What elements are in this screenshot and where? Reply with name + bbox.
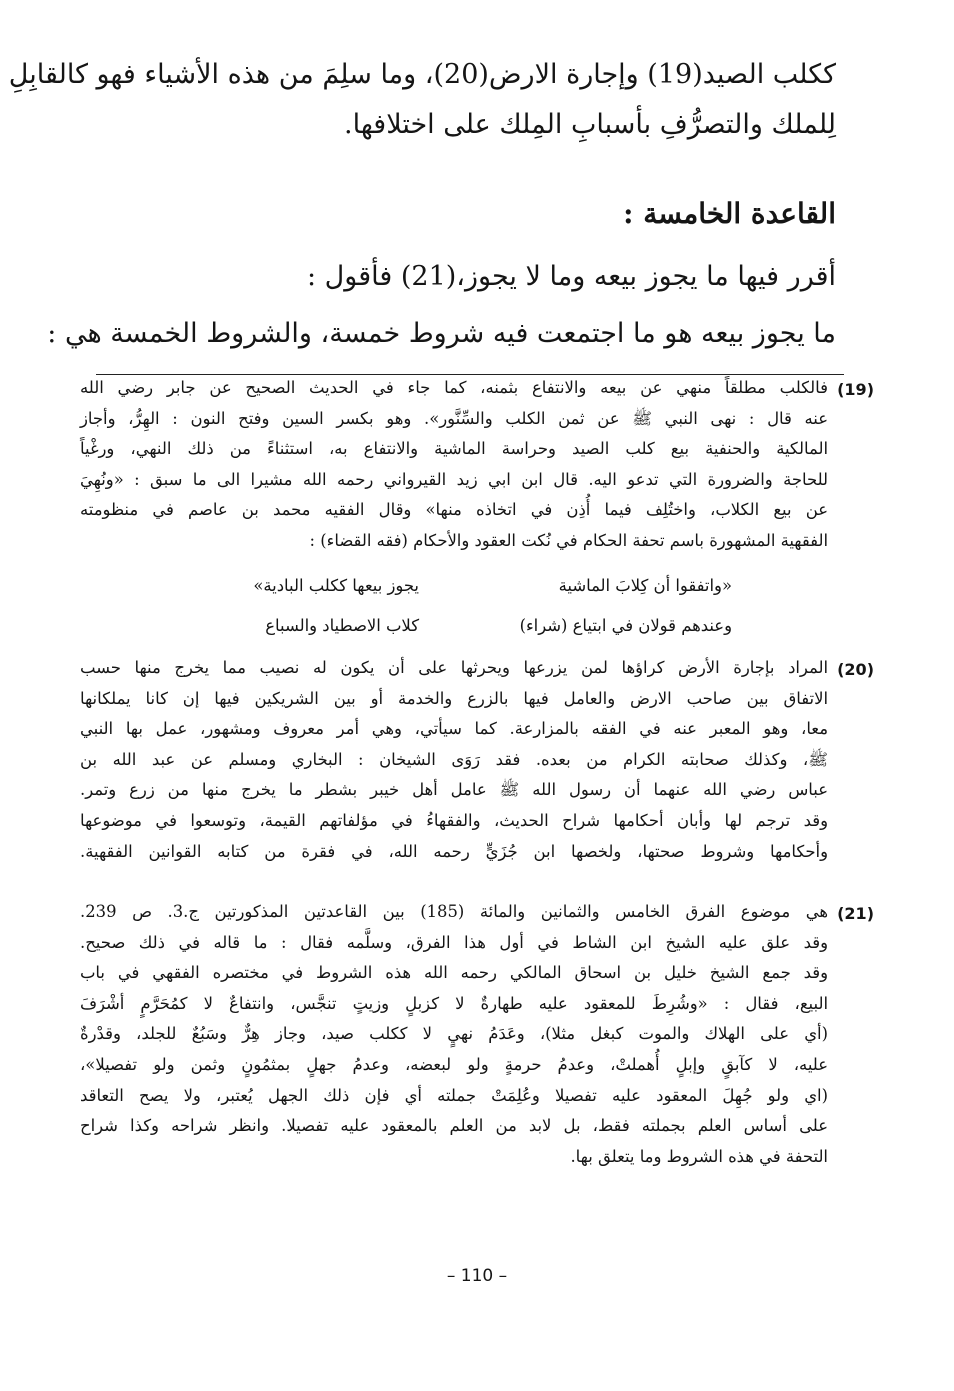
- footnote-body: [80, 373, 828, 557]
- footnote-line: وقد جمع الشيخ خليل بن اسحاق المالكي رحمه الله هذه الشروط في مختصره الفقهي في باب: [80, 963, 828, 983]
- footnote-body: [80, 897, 828, 1172]
- footnote-line: المراد بإجارة الأرض كراؤها لمن يزرعها ويحرثها على أن يكون له نصيب مما يخرج منها حسب: [80, 658, 828, 677]
- rule-text-line-1: أقرر فيها ما يجوز بيعه وما لا يجوز،(21) فأقول :: [307, 261, 836, 292]
- rule-text-line-2: ما يجوز بيعه هو ما اجتمعت فيه شروط خمسة، والشروط الخمسة هي :: [47, 318, 836, 349]
- verse-2-hemistich-2: كلاب الاصطياد والسباع: [265, 616, 419, 635]
- footnote-line: الاتفاق بين صاحب الارض والعامل فيها بالزرع والخدمة أو بين الشريكين فيها إن كانا يملكانها: [80, 688, 828, 708]
- footnote-line: وأحكامها وشروط صحتها، ولخصها ابن جُزَيٍّ رحمه الله، في فقرة من كتابه القوانين الفقهية.: [80, 841, 828, 861]
- section-heading: القاعدة الخامسة :: [623, 197, 836, 230]
- footnote-number: (19): [837, 380, 874, 399]
- verse-2-hemistich-1: وعندهم قولان في ابتياع (شراء): [519, 616, 732, 635]
- footnote-line: للحاجة والضرورة التي تدعو اليه. قال ابن ابي زيد القيرواني رحمه الله مشيرا الى ما سبق : «ونُهِيَ: [80, 469, 828, 489]
- footnote-line: عباس رضي الله عنهما أن رسول الله ﷺ عامل أهل خيبر بشطر ما يخرج منها من زرع وتمر.: [80, 780, 828, 800]
- footnote-line: على أساس العلم بجملته فقط، بل لابد من العلم بالمعقود عليه تفصيلا. وانظر شراحه وكذا شراح: [80, 1116, 828, 1136]
- footnote-line: وقد ترجم لها وأبان أحكامها شراح الحديث، والفقهاءُ في مؤلفاتهم القيمة، وتوسعوا في موضوعها: [80, 810, 828, 830]
- footnote-line: فالكلب مطلقاً منهي عن بيعه والانتفاع بثمنه، كما جاء في الحديث الصحيح عن جابر رضي الله: [80, 378, 828, 397]
- page-number: – 110 –: [446, 1266, 508, 1286]
- main-text-line-1: ككلب الصيد(19) وإجارة الارض(20)، وما سلِمَ من هذه الأشياء فهو كالقابِلِ: [8, 59, 836, 90]
- verse-1-hemistich-1: «واتفقوا أن كِلابَ الماشية: [558, 576, 732, 595]
- footnote-line: الفقهية المشهورة باسم تحفة الحكام في نُكت العقود والأحكام (فقه القضاء) :: [309, 530, 828, 550]
- footnote-line: البيع، فقال : «وشُرِطَ للمعقود عليه طهارةٌ لا كزبلٍ وزيتٍ تنجَّس، وانتفاعٌ لا كمُحَرَّمٍ أشْرَفَ: [80, 993, 828, 1013]
- footnote-number: (21): [837, 904, 874, 923]
- footnote-line: المالكية والحنفية بيع كلب الصيد وحراسة الماشية والانتفاع به، استثناءً من ذلك النهي، ورغْياً: [80, 439, 828, 459]
- footnote-line: معا، وهو المعبر عنه في الفقه بالمزارعة. كما سيأتي، وهي أمر معروف ومشهور، عمل بها النبي: [80, 719, 828, 739]
- footnote-line: عن بيع الكلاب، واختُلِف فيما أُذِن في اتخاذه منها» وقال الفقيه محمد بن عاصم في منظومته: [80, 500, 828, 520]
- footnote-line: عنه قال : نهى النبي ﷺ عن ثمن الكلب والسِّنَّور». وهو بكسر السين وفتح النون : الهِرُّ، وأجاز: [80, 408, 828, 428]
- main-text-line-2: لِلملك والتصرُّفِ بأسبابِ المِلك على اختلافها.: [344, 109, 836, 140]
- footnote-line: وقد علق عليه الشيخ ابن الشاط في أول هذا الفرق، وسلَّمه فقال : ما قاله في ذلك صحيح.: [80, 932, 828, 952]
- footnote-line: التحفة في هذه الشروط وما يتعلق بها.: [570, 1146, 828, 1166]
- footnote-line: (اي ولو جُهِلَ المعقود عليه تفصيلا وعُلِمَتْ جملته أي فإن ذلك الجهل يُعتبر، ولا يصح التعاقد: [80, 1085, 828, 1105]
- footnote-line: عليه، لا كآبقٍ وإبلٍ أُهملتْ، وعدمُ حرمةٍ ولو لبعضه، وعدمُ جهلٍ بمثمُونٍ وثمن ولو تفصيلا»،: [80, 1054, 828, 1074]
- footnote-number: (20): [837, 660, 874, 679]
- verse-1-hemistich-2: يجوز بيعها ككلب البادية»: [253, 576, 419, 595]
- footnote-line: هي موضوع الفرق الخامس والثمانين والمائة (185) بين القاعدتين المذكورتين ج.3. ص 239.: [80, 902, 829, 921]
- footnote-body: [80, 653, 828, 867]
- footnote-line: ﷺ، وكذلك صحابته الكرام من بعده. فقد رَوَى الشيخان : البخاري ومسلم عن عبد الله بن: [80, 749, 828, 769]
- footnote-line: (أي على الهلاك والموت كبغل مثلا)، وعَدَمُ نهيٍ لا ككلب صيد، وجاز هِرٌّ وسَبُعٌ للجلد، وقدْرةٌ: [80, 1024, 828, 1044]
